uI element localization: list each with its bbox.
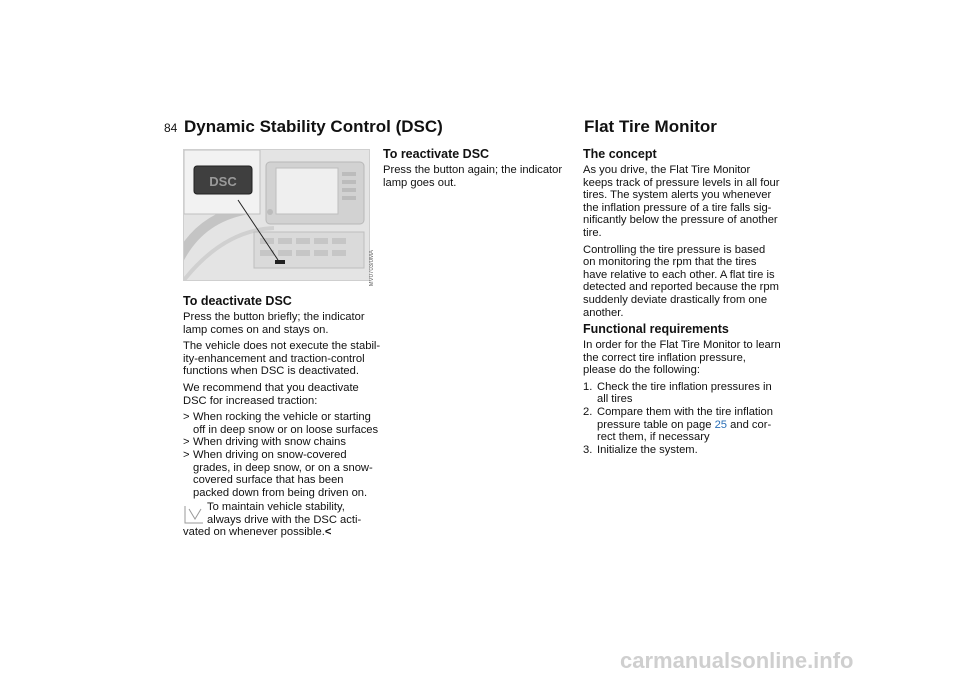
text-line xyxy=(597,419,783,432)
text-fragment: pressure table on page xyxy=(597,418,715,431)
bullet-marker: > xyxy=(183,411,190,424)
text-line: the inflation pressure of a tire falls sig- xyxy=(583,201,772,214)
note-icon xyxy=(183,503,205,525)
text-line: have relative to each other. A flat tire is xyxy=(583,268,775,281)
list-item xyxy=(183,436,383,449)
heading-functional-requirements: Functional requirements xyxy=(583,322,729,336)
text-line: suddenly deviate drastically from one xyxy=(583,293,768,306)
text-line: packed down from being driven on. xyxy=(193,486,368,499)
text-line: DSC for increased traction: xyxy=(183,394,318,407)
heading-the-concept: The concept xyxy=(583,147,657,161)
text-line: When rocking the vehicle or starting xyxy=(193,411,371,424)
text-line: please do the following: xyxy=(583,364,700,377)
dashboard-illustration xyxy=(184,150,369,280)
text-line: As you drive, the Flat Tire Monitor xyxy=(583,164,751,176)
concept-paragraph-1 xyxy=(583,164,783,240)
text-line: Compare them with the tire inflation xyxy=(597,405,773,418)
text-line: Controlling the tire pressure is based xyxy=(583,243,766,256)
text-line: lamp comes on and stays on. xyxy=(183,323,329,336)
deactivate-paragraph-1 xyxy=(183,311,383,336)
text-line: Press the button again; the indicator xyxy=(383,164,563,176)
note-end-marker: < xyxy=(324,526,332,538)
note-text-bottom xyxy=(183,526,383,539)
heading-deactivate-dsc: To deactivate DSC xyxy=(183,294,292,308)
deactivate-bullet-list xyxy=(183,411,383,499)
text-line: Initialize the system. xyxy=(597,443,698,456)
text-line: ity-enhancement and traction-control xyxy=(183,352,365,365)
step-number: 3. xyxy=(583,443,593,456)
text-line: We recommend that you deactivate xyxy=(183,381,359,394)
list-item xyxy=(583,444,783,457)
text-line: Check the tire inflation pressures in xyxy=(597,380,772,393)
concept-paragraph-2 xyxy=(583,244,783,320)
text-line: Press the button briefly; the indicator xyxy=(183,311,365,323)
text-line: rect them, if necessary xyxy=(597,431,710,444)
page-reference-link[interactable]: 25 xyxy=(714,418,728,431)
requirements-paragraph xyxy=(583,339,783,377)
heading-reactivate-dsc: To reactivate DSC xyxy=(383,147,490,161)
bullet-marker: > xyxy=(183,448,190,461)
dashboard-photo xyxy=(183,149,370,281)
dsc-button-label: DSC xyxy=(209,174,237,189)
section-title-dsc: Dynamic Stability Control (DSC) xyxy=(184,117,443,136)
deactivate-body xyxy=(183,311,383,503)
step-number: 2. xyxy=(583,405,593,418)
text-line: functions when DSC is deactivated. xyxy=(183,365,359,378)
text-line: another. xyxy=(583,306,624,319)
text-line: off in deep snow or on loose surfaces xyxy=(193,423,379,436)
reactivate-paragraph xyxy=(383,164,583,189)
text-line: To maintain vehicle stability, xyxy=(207,501,345,513)
list-item xyxy=(183,449,383,499)
text-line: In order for the Flat Tire Monitor to learn xyxy=(583,339,781,351)
text-line: keeps track of pressure levels in all four xyxy=(583,176,780,189)
text-line: always drive with the DSC acti- xyxy=(207,513,362,526)
text-line: grades, in deep snow, or on a snow- xyxy=(193,461,373,474)
photo-code: MV0703/0MA xyxy=(369,250,375,287)
list-item xyxy=(583,406,783,444)
text-line: lamp goes out. xyxy=(383,176,457,189)
text-line: The vehicle does not execute the stabil- xyxy=(183,340,381,353)
list-item xyxy=(183,411,383,436)
text-line: covered surface that has been xyxy=(193,474,344,487)
text-line: tire. xyxy=(583,226,602,239)
section-title-flat-tire-monitor: Flat Tire Monitor xyxy=(584,117,717,136)
bullet-marker: > xyxy=(183,436,190,449)
note-text-top xyxy=(207,501,387,526)
text-line: When driving with snow chains xyxy=(193,436,346,449)
text-line: When driving on snow-covered xyxy=(193,448,347,461)
text-fragment: and cor- xyxy=(727,418,772,431)
concept-body xyxy=(583,164,783,323)
text-line: detected and reported because the rpm xyxy=(583,281,779,294)
reactivate-body xyxy=(383,164,583,193)
step-number: 1. xyxy=(583,380,593,393)
text-line: vated on whenever possible. xyxy=(183,526,325,538)
deactivate-paragraph-3 xyxy=(183,382,383,407)
page-number: 84 xyxy=(164,121,178,135)
requirements-body xyxy=(583,339,783,456)
text-line: nificantly below the pressure of another xyxy=(583,214,778,227)
text-line: tires. The system alerts you whenever xyxy=(583,189,772,202)
text-line: all tires xyxy=(597,393,633,406)
watermark: carmanualsonline.info xyxy=(620,648,854,673)
deactivate-paragraph-2 xyxy=(183,340,383,378)
requirements-steps xyxy=(583,381,783,457)
text-line: the correct tire inflation pressure, xyxy=(583,351,746,364)
text-line: on monitoring the rpm that the tires xyxy=(583,256,757,269)
list-item xyxy=(583,381,783,406)
